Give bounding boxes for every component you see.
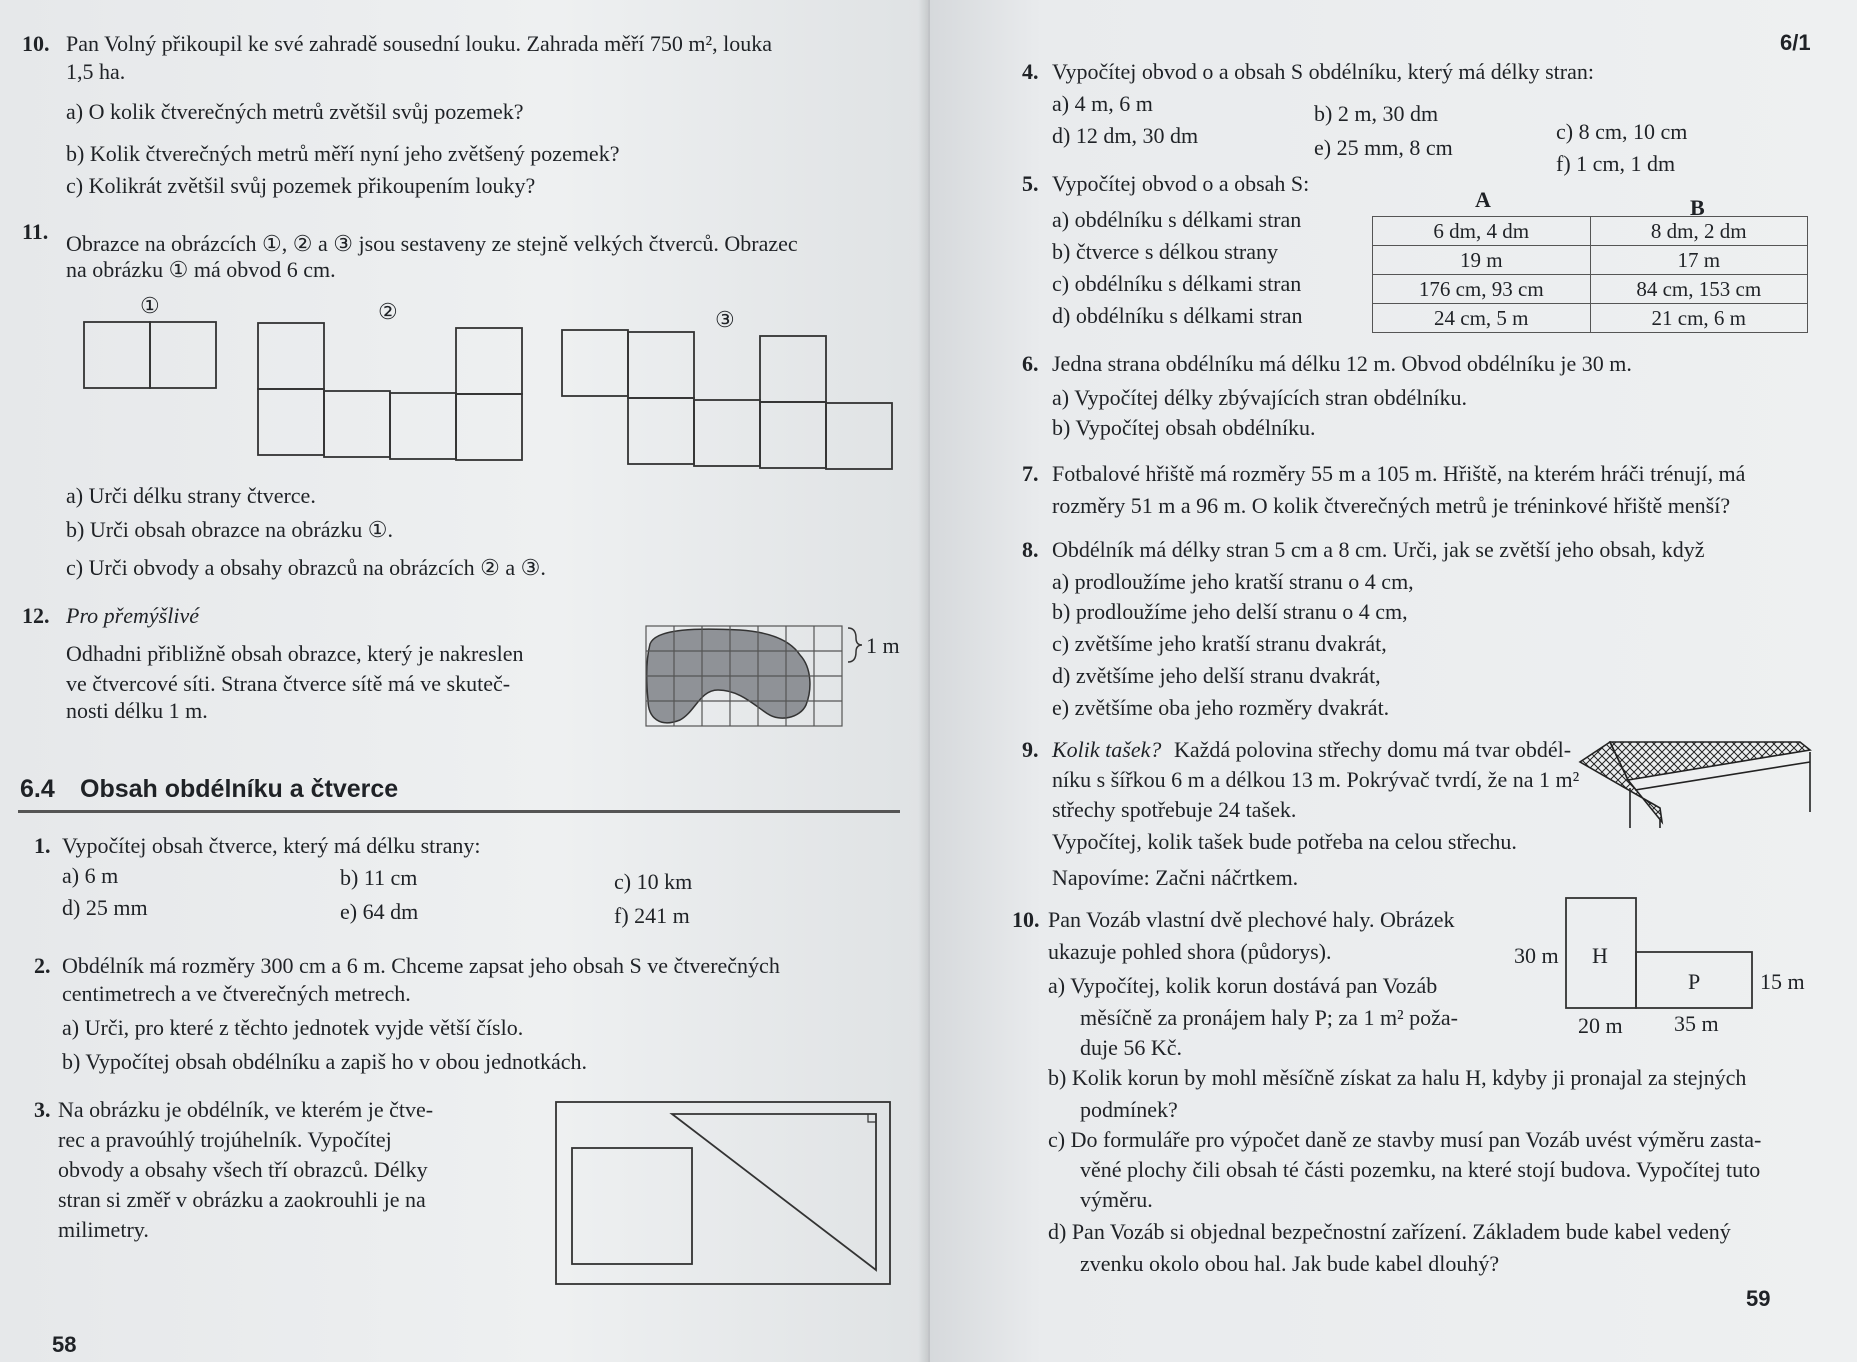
ex9-line3: střechy spotřebuje 24 tašek. — [1052, 797, 1297, 822]
ex2-text-line1: Obdélník má rozměry 300 cm a 6 m. Chceme zapsat jeho obsah S ve čtverečných — [62, 953, 780, 978]
ex2-number: 2. — [34, 953, 51, 978]
ex4-item-b: b) 2 m, 30 dm — [1314, 101, 1439, 126]
table-cell: 176 cm, 93 cm — [1373, 275, 1591, 304]
ex4-item-d: d) 12 dm, 30 dm — [1052, 123, 1199, 148]
ex3-triangle — [672, 1114, 876, 1270]
ex8-text: Obdélník má délky stran 5 cm a 8 cm. Urči, jak se zvětší jeho obsah, když — [1052, 537, 1705, 562]
ex10-number: 10. — [22, 31, 50, 56]
ex5-number: 5. — [1022, 171, 1039, 196]
ex1-item-a: a) 6 m — [62, 863, 119, 888]
ex1-number: 1. — [34, 833, 51, 858]
ex10-text-line2: 1,5 ha. — [66, 59, 126, 84]
ex10r-line1: Pan Vozáb vlastní dvě plechové haly. Obrázek — [1048, 907, 1455, 932]
page-number-left: 58 — [52, 1332, 77, 1357]
ex10-part-c: c) Kolikrát zvětšil svůj pozemek přikoupením louky? — [66, 173, 536, 198]
table-cell: 8 dm, 2 dm — [1590, 217, 1808, 246]
table-cell: 17 m — [1590, 246, 1808, 275]
grid-scale-label: 1 m — [866, 633, 900, 658]
ex10r-d-line2: zvenku okolo obou hal. Jak bude kabel dlouhý? — [1080, 1251, 1500, 1276]
ex6-part-a: a) Vypočítej délky zbývajících stran obdélníku. — [1052, 385, 1468, 410]
ex11-part-a: a) Urči délku strany čtverce. — [66, 483, 316, 508]
ex10r-line2: ukazuje pohled shora (půdorys). — [1048, 939, 1332, 964]
ex8-item-e: e) zvětšíme oba jeho rozměry dvakrát. — [1052, 695, 1390, 720]
ex5-col-a-header: A — [1475, 187, 1491, 212]
ex8-item-c: c) zvětšíme jeho kratší stranu dvakrát, — [1052, 631, 1387, 656]
ex1-item-d: d) 25 mm — [62, 895, 148, 920]
ex11-part-b: b) Urči obsah obrazce na obrázku ①. — [66, 517, 393, 542]
left-page — [0, 0, 928, 1362]
ex10r-a-line1: a) Vypočítej, kolik korun dostává pan Vozáb — [1048, 973, 1438, 998]
ex3-line3: obvody a obsahy všech tří obrazců. Délky — [58, 1157, 428, 1182]
dim-15m-label: 15 m — [1760, 969, 1805, 994]
ex5-row-a: a) obdélníku s délkami stran — [1052, 207, 1302, 232]
ex8-item-d: d) zvětšíme jeho delší stranu dvakrát, — [1052, 663, 1381, 688]
ex9-line4: Vypočítej, kolik tašek bude potřeba na celou střechu. — [1052, 829, 1517, 854]
table-cell: 6 dm, 4 dm — [1373, 217, 1591, 246]
ex5-col-b-header: B — [1690, 195, 1705, 220]
ex8-item-a: a) prodloužíme jeho kratší stranu o 4 cm, — [1052, 569, 1414, 594]
ex10r-number: 10. — [1012, 907, 1040, 932]
ex3-line4: stran si změř v obrázku a zaokrouhli je na — [58, 1187, 426, 1212]
figure2-label: ② — [378, 299, 398, 324]
ex10r-b-line1: b) Kolik korun by mohl měsíčně získat za halu H, kdyby ji pronajal za stejných — [1048, 1065, 1747, 1090]
ex12-line1: Odhadni přibližně obsah obrazce, který je nakreslen — [66, 641, 524, 666]
ex7-number: 7. — [1022, 461, 1039, 486]
ex4-item-a: a) 4 m, 6 m — [1052, 91, 1153, 116]
ex2-text-line2: centimetrech a ve čtverečných metrech. — [62, 981, 411, 1006]
ex2-part-a: a) Urči, pro které z těchto jednotek vyjde větší číslo. — [62, 1015, 524, 1040]
ex4-item-e: e) 25 mm, 8 cm — [1314, 135, 1453, 160]
ex7-line2: rozměry 51 m a 96 m. O kolik čtverečných metrů je tréninkové hřiště menší? — [1052, 493, 1731, 518]
ex10r-a-line3: duje 56 Kč. — [1080, 1035, 1183, 1060]
table-cell: 21 cm, 6 m — [1590, 304, 1808, 333]
ex8-item-b: b) prodloužíme jeho delší stranu o 4 cm, — [1052, 599, 1408, 624]
dim-35m-label: 35 m — [1674, 1011, 1719, 1036]
ex10r-c-line1: c) Do formuláře pro výpočet daně ze stavby musí pan Vozáb uvést výměru zasta- — [1048, 1127, 1762, 1152]
page-header-code: 6/1 — [1780, 30, 1811, 55]
ex10-part-a: a) O kolik čtverečných metrů zvětšil svůj pozemek? — [66, 99, 524, 124]
ex10r-b-line2: podmínek? — [1080, 1097, 1178, 1122]
ex11-part-c: c) Urči obvody a obsahy obrazců na obrázcích ② a ③. — [66, 555, 546, 580]
ex9-line2: níku s šířkou 6 m a délkou 13 m. Pokrývač tvrdí, že na 1 m² — [1052, 767, 1580, 792]
ex6-part-b: b) Vypočítej obsah obdélníku. — [1052, 415, 1316, 440]
ex10r-a-line2: měsíčně za pronájem haly P; za 1 m² poža- — [1080, 1005, 1459, 1030]
ex1-item-b: b) 11 cm — [340, 865, 418, 890]
ex1-text: Vypočítej obsah čtverce, který má délku strany: — [62, 833, 481, 858]
ex10r-d-line1: d) Pan Vozáb si objednal bezpečnostní zařízení. Základem bude kabel vedený — [1048, 1219, 1731, 1244]
ex4-number: 4. — [1022, 59, 1039, 84]
ex9-line1: Každá polovina střechy domu má tvar obdél- — [1174, 737, 1572, 762]
hall-p-label: P — [1688, 969, 1701, 994]
ex11-number: 11. — [22, 219, 49, 244]
ex1-item-f: f) 241 m — [614, 903, 690, 928]
ex9-line5: Napovíme: Začni náčrtkem. — [1052, 865, 1299, 890]
ex5-row-c: c) obdélníku s délkami stran — [1052, 271, 1302, 296]
ex11-text-line2: na obrázku ① má obvod 6 cm. — [66, 257, 336, 282]
ex1-item-e: e) 64 dm — [340, 899, 419, 924]
ex3-number: 3. — [34, 1097, 51, 1122]
table-cell: 24 cm, 5 m — [1373, 304, 1591, 333]
ex12-line3: nosti délku 1 m. — [66, 698, 208, 723]
ex6-text: Jedna strana obdélníku má délku 12 m. Obvod obdélníku je 30 m. — [1052, 351, 1632, 376]
ex10-halls-floorplan — [930, 0, 1857, 1100]
right-page — [930, 0, 1857, 1362]
ex10r-c-line2: věné plochy čili obsah té části pozemku, na které stojí budova. Vypočítej tuto — [1080, 1157, 1761, 1182]
ex10-text-line1: Pan Volný přikoupil ke své zahradě sousední louku. Zahrada měří 750 m², louka — [66, 31, 772, 56]
figure1-label: ① — [140, 293, 160, 318]
dim-30m-label: 30 m — [1514, 943, 1559, 968]
ex9-title: Kolik tašek? — [1052, 737, 1162, 762]
ex9-number: 9. — [1022, 737, 1039, 762]
dim-20m-label: 20 m — [1578, 1013, 1623, 1038]
ex5-row-b: b) čtverce s délkou strany — [1052, 239, 1279, 264]
ex1-item-c: c) 10 km — [614, 869, 693, 894]
section-number: 6.4 — [20, 775, 55, 803]
table-cell: 84 cm, 153 cm — [1590, 275, 1808, 304]
table-cell: 19 m — [1373, 246, 1591, 275]
section-title: Obsah obdélníku a čtverce — [80, 775, 399, 803]
ex12-line2: ve čtvercové síti. Strana čtverce sítě má ve skuteč- — [66, 671, 511, 696]
ex11-text-line1: Obrazce na obrázcích ①, ② a ③ jsou sestaveny ze stejně velkých čtverců. Obrazec — [66, 231, 798, 256]
ex3-line2: rec a pravoúhlý trojúhelník. Vypočítej — [58, 1127, 392, 1152]
ex2-part-b: b) Vypočítej obsah obdélníku a zapiš ho v obou jednotkách. — [62, 1049, 588, 1074]
hall-h-label: H — [1592, 943, 1608, 968]
ex12-title: Pro přemýšlivé — [66, 603, 199, 628]
ex5-row-d: d) obdélníku s délkami stran — [1052, 303, 1303, 328]
ex7-line1: Fotbalové hřiště má rozměry 55 m a 105 m. Hřiště, na kterém hráči trénují, má — [1052, 461, 1746, 486]
ex4-item-c: c) 8 cm, 10 cm — [1556, 119, 1688, 144]
ex4-item-f: f) 1 cm, 1 dm — [1556, 151, 1676, 176]
ex3-rectangle-figure — [0, 0, 928, 1362]
ex6-number: 6. — [1022, 351, 1039, 376]
ex10-part-b: b) Kolik čtverečných metrů měří nyní jeho zvětšený pozemek? — [66, 141, 620, 166]
ex8-number: 8. — [1022, 537, 1039, 562]
ex3-line5: milimetry. — [58, 1217, 149, 1242]
ex4-text: Vypočítej obvod o a obsah S obdélníku, který má délky stran: — [1052, 59, 1594, 84]
page-number-right: 59 — [1746, 1286, 1771, 1311]
ex3-square — [572, 1148, 692, 1264]
ex3-line1: Na obrázku je obdélník, ve kterém je čtve- — [58, 1097, 434, 1122]
figure3-label: ③ — [715, 307, 735, 332]
ex3-outer-rectangle — [556, 1102, 890, 1284]
ex12-number: 12. — [22, 603, 50, 628]
ex10r-c-line3: výměru. — [1080, 1187, 1153, 1212]
ex5-text: Vypočítej obvod o a obsah S: — [1052, 171, 1310, 196]
